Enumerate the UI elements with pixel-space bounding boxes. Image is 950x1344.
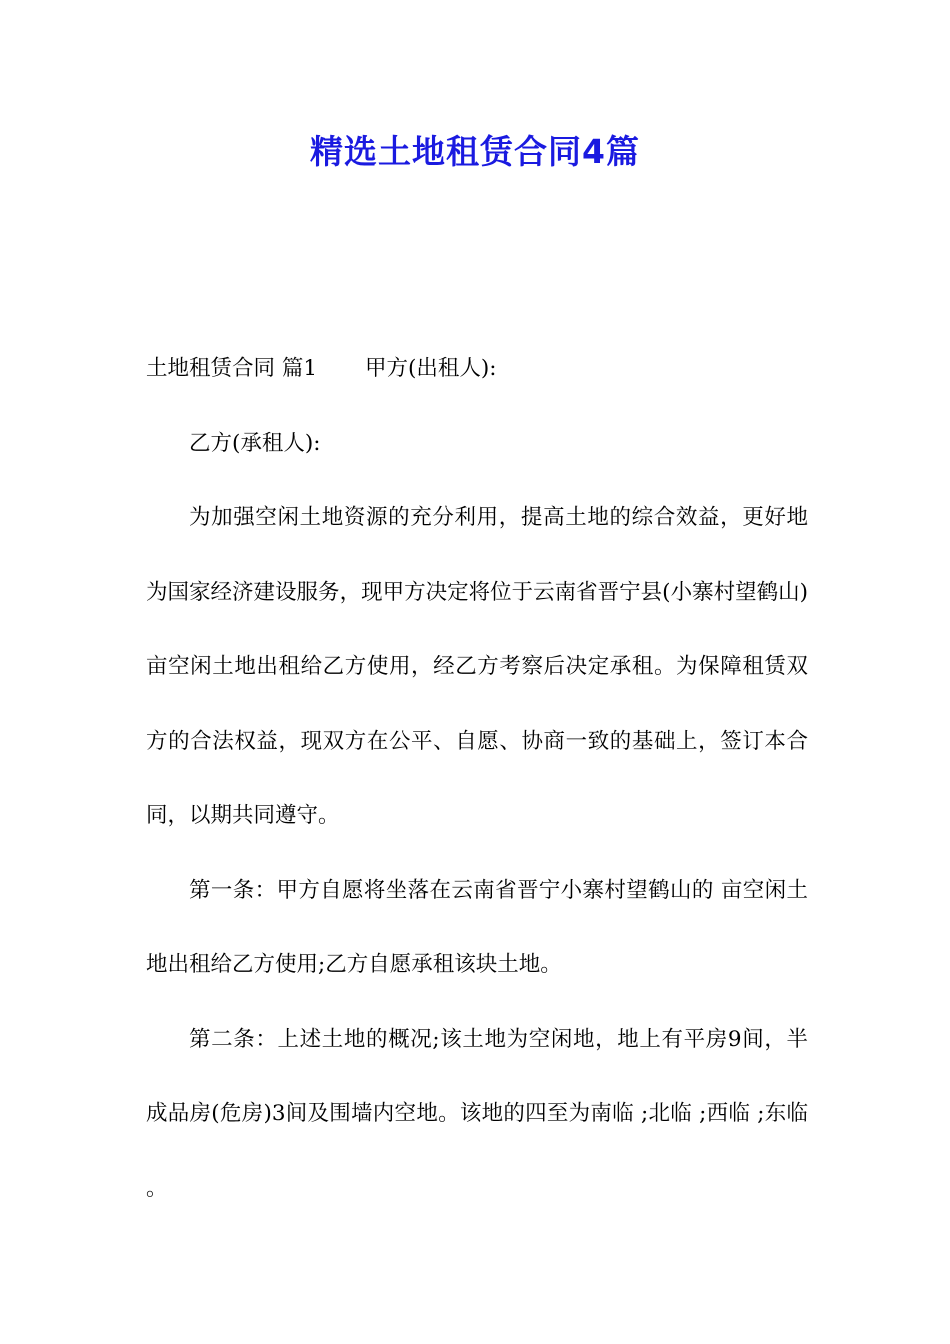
- document-body: [146, 332, 808, 1226]
- party-b-paragraph: 乙方(承租人):: [189, 430, 321, 456]
- heading-line: [146, 332, 808, 407]
- article-2-paragraph: 第二条：上述土地的概况;该土地为空闲地，地上有平房9间，半成品房(危房)3间及围墙内空地。该地的四至为南临 ;北临 ;西临 ;东临 。: [146, 1026, 808, 1201]
- preamble-paragraph: 为加强空闲土地资源的充分利用，提高土地的综合效益，更好地为国家经济建设服务，现甲方决定将位于云南省晋宁县(小寨村望鹤山) 亩空闲土地出租给乙方使用，经乙方考察后决定承租。为保障租赁双方的合法权益，现双方在公平、自愿、协商一致的基础上，签订本合同，以期共同遵守。: [146, 505, 808, 828]
- party-a-label: 甲方(出租人):: [365, 356, 497, 381]
- section-label: 土地租赁合同 篇1: [146, 356, 318, 381]
- document-title: 精选土地租赁合同4篇: [310, 132, 640, 171]
- article-1-paragraph: 第一条：甲方自愿将坐落在云南省晋宁小寨村望鹤山的 亩空闲土地出租给乙方使用;乙方自愿承租该块土地。: [146, 877, 808, 977]
